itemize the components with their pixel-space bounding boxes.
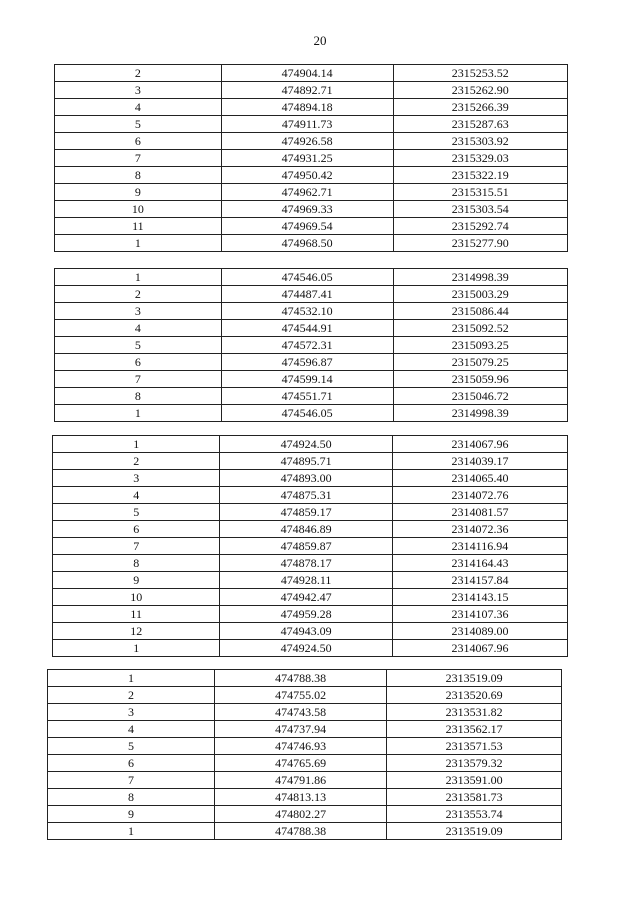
table-row: [55, 303, 568, 320]
point-number-cell: 8: [48, 789, 215, 806]
point-number-cell: 4: [48, 721, 215, 738]
table-row: [55, 201, 568, 218]
y-coordinate-cell: 2315086.44: [393, 303, 567, 320]
y-coordinate-cell: 2315287.63: [393, 116, 567, 133]
point-number-cell: 4: [55, 320, 222, 337]
x-coordinate-cell: 474924.50: [220, 436, 393, 453]
point-number-cell: 8: [55, 167, 222, 184]
x-coordinate-cell: 474924.50: [220, 640, 393, 657]
x-coordinate-cell: 474968.50: [221, 235, 393, 252]
table-row: [53, 555, 568, 572]
y-coordinate-cell: 2315303.92: [393, 133, 567, 150]
x-coordinate-cell: 474959.28: [220, 606, 393, 623]
point-number-cell: 2: [53, 453, 220, 470]
y-coordinate-cell: 2313562.17: [387, 721, 562, 738]
point-number-cell: 2: [55, 286, 222, 303]
x-coordinate-cell: 474802.27: [215, 806, 387, 823]
point-number-cell: 6: [55, 133, 222, 150]
point-number-cell: 1: [55, 405, 222, 422]
table-row: [55, 388, 568, 405]
coordinate-table-body: [53, 436, 568, 657]
x-coordinate-cell: 474755.02: [215, 687, 387, 704]
point-number-cell: 1: [55, 269, 222, 286]
point-number-cell: 9: [53, 572, 220, 589]
y-coordinate-cell: 2315329.03: [393, 150, 567, 167]
table-row: [55, 320, 568, 337]
y-coordinate-cell: 2313519.09: [387, 823, 562, 840]
table-row: [53, 538, 568, 555]
x-coordinate-cell: 474859.87: [220, 538, 393, 555]
y-coordinate-cell: 2315322.19: [393, 167, 567, 184]
point-number-cell: 6: [53, 521, 220, 538]
y-coordinate-cell: 2315003.29: [393, 286, 567, 303]
x-coordinate-cell: 474813.13: [215, 789, 387, 806]
x-coordinate-cell: 474931.25: [221, 150, 393, 167]
table-row: [48, 687, 562, 704]
x-coordinate-cell: 474572.31: [221, 337, 393, 354]
y-coordinate-cell: 2314072.76: [392, 487, 567, 504]
x-coordinate-cell: 474546.05: [221, 405, 393, 422]
coordinate-table: [52, 435, 568, 657]
x-coordinate-cell: 474746.93: [215, 738, 387, 755]
y-coordinate-cell: 2315253.52: [393, 65, 567, 82]
table-row: [55, 405, 568, 422]
point-number-cell: 5: [55, 337, 222, 354]
table-row: [53, 470, 568, 487]
y-coordinate-cell: 2314072.36: [392, 521, 567, 538]
point-number-cell: 6: [55, 354, 222, 371]
y-coordinate-cell: 2314998.39: [393, 269, 567, 286]
point-number-cell: 9: [48, 806, 215, 823]
x-coordinate-cell: 474487.41: [221, 286, 393, 303]
y-coordinate-cell: 2315315.51: [393, 184, 567, 201]
table-row: [48, 755, 562, 772]
y-coordinate-cell: 2314089.00: [392, 623, 567, 640]
y-coordinate-cell: 2314143.15: [392, 589, 567, 606]
table-row: [53, 504, 568, 521]
point-number-cell: 5: [55, 116, 222, 133]
point-number-cell: 10: [55, 201, 222, 218]
point-number-cell: 7: [48, 772, 215, 789]
x-coordinate-cell: 474904.14: [221, 65, 393, 82]
x-coordinate-cell: 474788.38: [215, 823, 387, 840]
table-row: [53, 572, 568, 589]
x-coordinate-cell: 474788.38: [215, 670, 387, 687]
point-number-cell: 7: [55, 371, 222, 388]
table-row: [55, 184, 568, 201]
y-coordinate-cell: 2314067.96: [392, 436, 567, 453]
table-row: [48, 721, 562, 738]
y-coordinate-cell: 2315079.25: [393, 354, 567, 371]
point-number-cell: 11: [55, 218, 222, 235]
y-coordinate-cell: 2314067.96: [392, 640, 567, 657]
point-number-cell: 3: [48, 704, 215, 721]
x-coordinate-cell: 474962.71: [221, 184, 393, 201]
x-coordinate-cell: 474765.69: [215, 755, 387, 772]
y-coordinate-cell: 2313519.09: [387, 670, 562, 687]
y-coordinate-cell: 2314157.84: [392, 572, 567, 589]
y-coordinate-cell: 2314065.40: [392, 470, 567, 487]
point-number-cell: 1: [53, 640, 220, 657]
x-coordinate-cell: 474532.10: [221, 303, 393, 320]
y-coordinate-cell: 2313579.32: [387, 755, 562, 772]
point-number-cell: 1: [53, 436, 220, 453]
page-number: 20: [313, 33, 327, 48]
table-row: [53, 521, 568, 538]
x-coordinate-cell: 474846.89: [220, 521, 393, 538]
x-coordinate-cell: 474737.94: [215, 721, 387, 738]
table-row: [48, 670, 562, 687]
table-row: [55, 82, 568, 99]
table-row: [55, 235, 568, 252]
coordinate-table-body: [55, 269, 568, 422]
coordinate-table: [54, 64, 568, 252]
coordinate-table-body: [55, 65, 568, 252]
table-row: [53, 589, 568, 606]
y-coordinate-cell: 2313553.74: [387, 806, 562, 823]
y-coordinate-cell: 2314107.36: [392, 606, 567, 623]
point-number-cell: 7: [53, 538, 220, 555]
x-coordinate-cell: 474943.09: [220, 623, 393, 640]
table-row: [55, 371, 568, 388]
x-coordinate-cell: 474892.71: [221, 82, 393, 99]
table-row: [55, 99, 568, 116]
table-row: [55, 269, 568, 286]
point-number-cell: 4: [53, 487, 220, 504]
coordinate-table: [47, 669, 562, 840]
y-coordinate-cell: 2315093.25: [393, 337, 567, 354]
x-coordinate-cell: 474969.54: [221, 218, 393, 235]
y-coordinate-cell: 2314998.39: [393, 405, 567, 422]
point-number-cell: 5: [48, 738, 215, 755]
table-row: [53, 436, 568, 453]
y-coordinate-cell: 2313531.82: [387, 704, 562, 721]
x-coordinate-cell: 474895.71: [220, 453, 393, 470]
point-number-cell: 6: [48, 755, 215, 772]
y-coordinate-cell: 2315092.52: [393, 320, 567, 337]
table-row: [48, 806, 562, 823]
point-number-cell: 1: [55, 235, 222, 252]
point-number-cell: 12: [53, 623, 220, 640]
coordinate-table-body: [48, 670, 562, 840]
y-coordinate-cell: 2313520.69: [387, 687, 562, 704]
point-number-cell: 3: [55, 82, 222, 99]
x-coordinate-cell: 474599.14: [221, 371, 393, 388]
y-coordinate-cell: 2314039.17: [392, 453, 567, 470]
x-coordinate-cell: 474544.91: [221, 320, 393, 337]
point-number-cell: 1: [48, 823, 215, 840]
y-coordinate-cell: 2314116.94: [392, 538, 567, 555]
y-coordinate-cell: 2315262.90: [393, 82, 567, 99]
table-row: [55, 337, 568, 354]
table-row: [55, 116, 568, 133]
x-coordinate-cell: 474911.73: [221, 116, 393, 133]
x-coordinate-cell: 474928.11: [220, 572, 393, 589]
y-coordinate-cell: 2313581.73: [387, 789, 562, 806]
point-number-cell: 1: [48, 670, 215, 687]
x-coordinate-cell: 474859.17: [220, 504, 393, 521]
x-coordinate-cell: 474596.87: [221, 354, 393, 371]
x-coordinate-cell: 474950.42: [221, 167, 393, 184]
x-coordinate-cell: 474926.58: [221, 133, 393, 150]
y-coordinate-cell: 2313571.53: [387, 738, 562, 755]
point-number-cell: 11: [53, 606, 220, 623]
table-row: [55, 150, 568, 167]
x-coordinate-cell: 474546.05: [221, 269, 393, 286]
point-number-cell: 9: [55, 184, 222, 201]
x-coordinate-cell: 474969.33: [221, 201, 393, 218]
point-number-cell: 3: [55, 303, 222, 320]
table-row: [48, 823, 562, 840]
table-row: [55, 65, 568, 82]
x-coordinate-cell: 474551.71: [221, 388, 393, 405]
table-row: [53, 640, 568, 657]
y-coordinate-cell: 2315046.72: [393, 388, 567, 405]
point-number-cell: 5: [53, 504, 220, 521]
point-number-cell: 7: [55, 150, 222, 167]
table-row: [48, 738, 562, 755]
point-number-cell: 8: [55, 388, 222, 405]
table-row: [53, 606, 568, 623]
table-row: [53, 623, 568, 640]
x-coordinate-cell: 474894.18: [221, 99, 393, 116]
x-coordinate-cell: 474878.17: [220, 555, 393, 572]
table-row: [55, 218, 568, 235]
y-coordinate-cell: 2315292.74: [393, 218, 567, 235]
table-row: [55, 354, 568, 371]
x-coordinate-cell: 474791.86: [215, 772, 387, 789]
y-coordinate-cell: 2315277.90: [393, 235, 567, 252]
y-coordinate-cell: 2315303.54: [393, 201, 567, 218]
point-number-cell: 2: [48, 687, 215, 704]
table-row: [55, 286, 568, 303]
y-coordinate-cell: 2314164.43: [392, 555, 567, 572]
y-coordinate-cell: 2315059.96: [393, 371, 567, 388]
x-coordinate-cell: 474743.58: [215, 704, 387, 721]
x-coordinate-cell: 474942.47: [220, 589, 393, 606]
table-row: [53, 453, 568, 470]
point-number-cell: 2: [55, 65, 222, 82]
point-number-cell: 10: [53, 589, 220, 606]
point-number-cell: 8: [53, 555, 220, 572]
y-coordinate-cell: 2313591.00: [387, 772, 562, 789]
table-row: [55, 167, 568, 184]
table-row: [48, 789, 562, 806]
table-row: [48, 772, 562, 789]
point-number-cell: 4: [55, 99, 222, 116]
table-row: [48, 704, 562, 721]
point-number-cell: 3: [53, 470, 220, 487]
table-row: [55, 133, 568, 150]
x-coordinate-cell: 474875.31: [220, 487, 393, 504]
coordinate-table: [54, 268, 568, 422]
x-coordinate-cell: 474893.00: [220, 470, 393, 487]
table-row: [53, 487, 568, 504]
y-coordinate-cell: 2315266.39: [393, 99, 567, 116]
y-coordinate-cell: 2314081.57: [392, 504, 567, 521]
